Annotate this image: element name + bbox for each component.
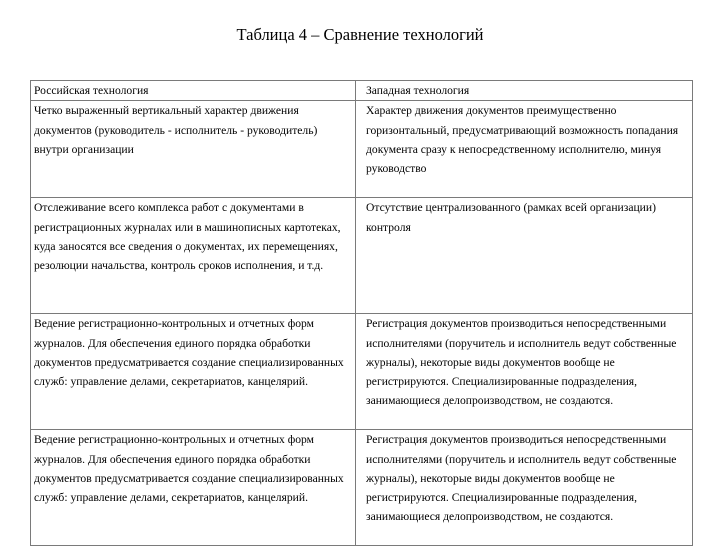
table-cell-western [356, 430, 693, 546]
cell-text-western: Регистрация документов производиться непосредственными исполнителями (поручитель и исполнитель ведут собственные журналы), некоторые виды документов вообще не регистрируются. Специализированные подразделения, занимающиеся делопроизводством, не создаются. [366, 317, 677, 408]
table-cell-russian [31, 430, 356, 546]
cell-text-western: Отсутствие централизованного (рамках всей организации) контроля [366, 201, 656, 234]
cell-text-western: Регистрация документов производиться непосредственными исполнителями (поручитель и исполнитель ведут собственные журналы), некоторые виды документов вообще не регистрируются. Специализированные подразделения, занимающиеся делопроизводством, не создаются. [366, 433, 677, 524]
header-cell-russian [31, 81, 356, 101]
table-caption: Таблица 4 – Сравнение технологий [236, 25, 484, 44]
cell-text-russian: Отслеживание всего комплекса работ с документами в регистрационных журналах или в машинописных картотеках, куда заносятся все сведения о документах, их перемещениях, резолюции начальства, контроль сроков исполнения, и т.д. [34, 201, 341, 273]
table-cell-western [356, 101, 693, 198]
table-row [31, 314, 693, 430]
cell-text-western: Характер движения документов преимущественно горизонтальный, предусматривающий возможность попадания документа сразу к непосредственному исполнителю, минуя руководство [366, 104, 679, 176]
header-cell-western [356, 81, 693, 101]
header-russian-text: Российская технология [34, 84, 149, 97]
table-cell-russian [31, 101, 356, 198]
cell-text-russian: Ведение регистрационно-контрольных и отчетных форм журналов. Для обеспечения единого порядка обработки документов предусматривается создание специализированных служб: управление делами, секретариатов, канцелярий. [34, 433, 344, 505]
header-western-text: Западная технология [366, 84, 470, 97]
table-cell-western [356, 314, 693, 430]
table-row [31, 101, 693, 198]
table-row [31, 198, 693, 314]
table-cell-western [356, 198, 693, 314]
cell-text-russian: Четко выраженный вертикальный характер движения документов (руководитель - исполнитель - руководитель) внутри организации [34, 104, 318, 156]
table-cell-russian [31, 314, 356, 430]
cell-text-russian: Ведение регистрационно-контрольных и отчетных форм журналов. Для обеспечения единого порядка обработки документов предусматривается создание специализированных служб: управление делами, секретариатов, канцелярий. [34, 317, 344, 389]
table-header-row [31, 81, 693, 101]
table-cell-russian [31, 198, 356, 314]
comparison-table [30, 80, 693, 546]
table-row [31, 430, 693, 546]
